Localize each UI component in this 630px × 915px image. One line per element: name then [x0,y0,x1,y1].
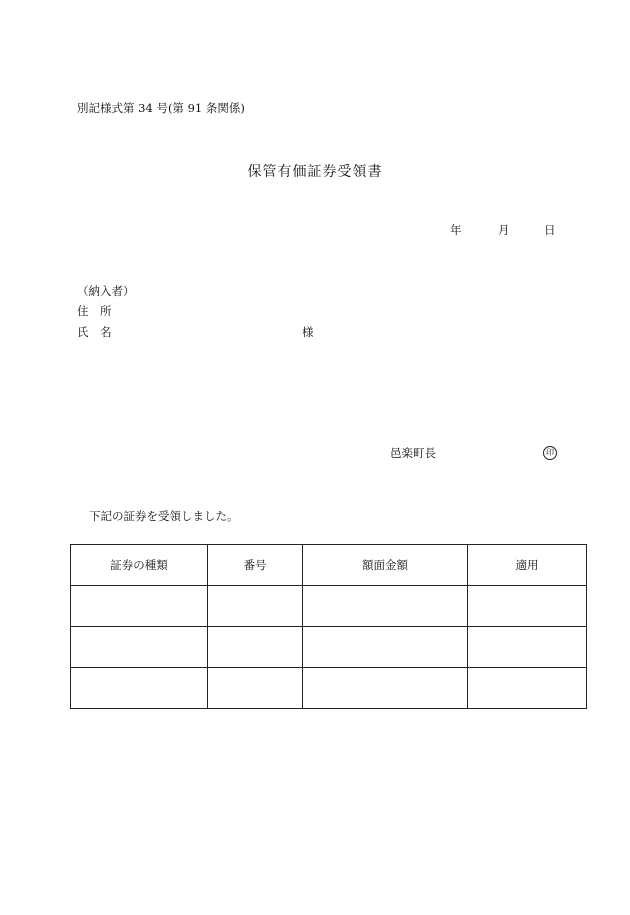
table-cell [71,668,208,709]
header-security-type: 証券の種類 [71,545,208,586]
table-cell [468,627,587,668]
address-label: 住 所 [77,304,112,318]
seal-mark: 印 [543,446,557,460]
table-cell [303,627,468,668]
table-row [71,627,587,668]
header-application: 適用 [468,545,587,586]
table-cell [71,627,208,668]
table-cell [208,586,303,627]
table-cell [468,586,587,627]
table-cell [208,668,303,709]
table-cell [468,668,587,709]
date-month-label: 月 [498,223,510,237]
table-row [71,668,587,709]
table-cell [303,586,468,627]
issuer-title: 邑楽町長 [390,446,436,460]
header-face-value: 額面金額 [303,545,468,586]
date-year-label: 年 [450,223,462,237]
document-title: 保管有価証券受領書 [247,164,383,180]
table-cell [303,668,468,709]
header-number: 番号 [208,545,303,586]
table-cell [71,586,208,627]
table-header-row [71,545,587,586]
name-label: 氏 名 [77,325,112,339]
securities-table [70,544,587,709]
date-day-label: 日 [544,223,556,237]
honorific: 様 [302,325,314,339]
statement-text: 下記の証券を受領しました。 [89,509,239,523]
table-cell [208,627,303,668]
payer-section-label: （納入者） [77,284,135,298]
form-number: 別記様式第 34 号(第 91 条関係) [77,101,245,115]
table-row [71,586,587,627]
